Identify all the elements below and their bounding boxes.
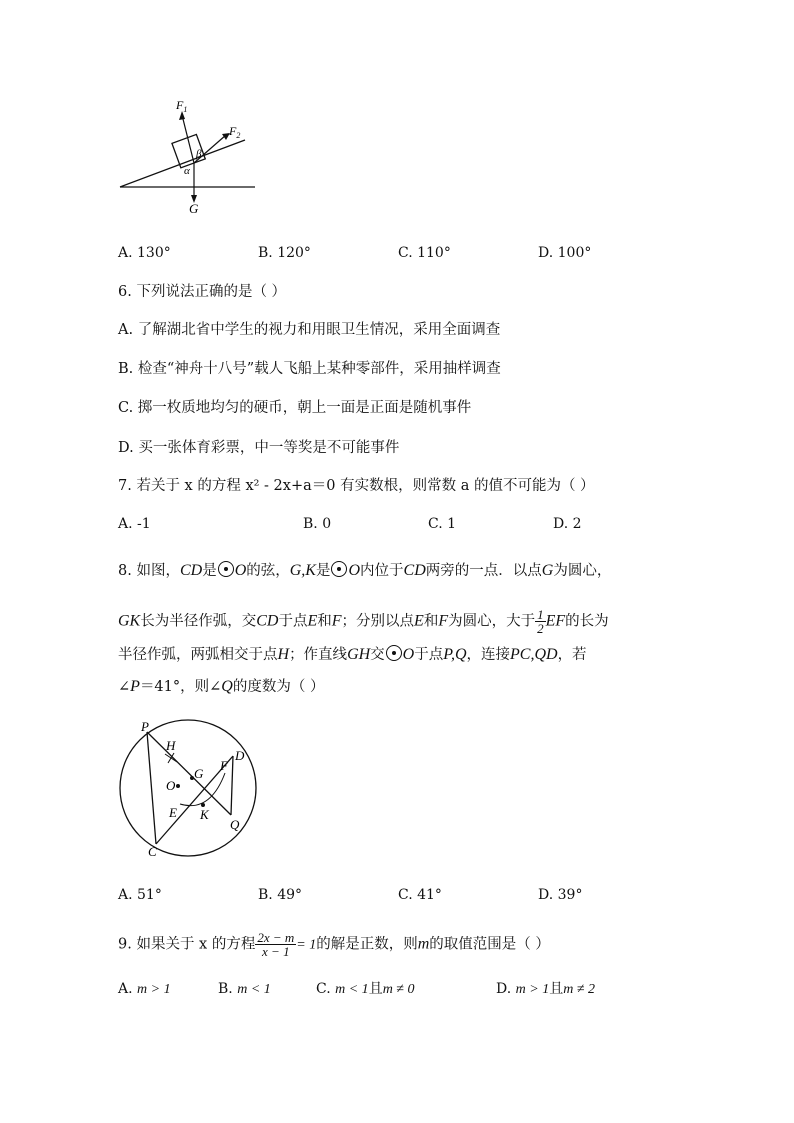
q8-option-a[interactable]: A. 51° (118, 887, 162, 903)
q9-option-d[interactable]: D. m > 1且m ≠ 2 (496, 981, 595, 997)
q7-option-b[interactable]: B. 0 (303, 516, 332, 532)
label-p: P (141, 719, 149, 734)
q8-line-3: 半径作弧，两弧相交于点H；作直线GH交 O于点P,Q，连接PC,QD，若 (118, 646, 587, 663)
label-q: Q (230, 817, 240, 832)
q7-option-c[interactable]: C. 1 (428, 516, 457, 532)
beta-label: β (196, 148, 202, 160)
label-e: E (169, 805, 177, 820)
label-o: O (166, 778, 176, 793)
circle-symbol-icon (218, 561, 234, 577)
q6-option-a[interactable]: A. 了解湖北省中学生的视力和用眼卫生情况，采用全面调查 (118, 322, 501, 338)
q6-option-c[interactable]: C. 掷一枚质地均匀的硬币，朝上一面是正面是随机事件 (118, 400, 472, 416)
q7-option-d[interactable]: D. 2 (553, 516, 582, 532)
line-qd (231, 756, 233, 815)
q5-option-c[interactable]: C. 110° (398, 245, 451, 261)
point-o (176, 784, 180, 788)
circle-o (120, 720, 256, 856)
q7-option-a[interactable]: A. -1 (118, 516, 151, 532)
q5-option-a[interactable]: A. 130° (118, 245, 171, 261)
label-g: G (194, 766, 204, 781)
q6-option-b[interactable]: B. 检查“神舟十八号”载人飞船上某种零部件，采用抽样调查 (118, 361, 501, 377)
q8-option-d[interactable]: D. 39° (538, 887, 583, 903)
line-pc (147, 732, 156, 844)
label-h: H (166, 738, 176, 753)
q9-stem: 9. 如果关于 x 的方程 $\frac{2x - m}{x - 1}$ = 1的解是正数，则m的取值范围是（ ） (118, 930, 550, 959)
q8-line-1: 8. 如图，CD是 O的弦，G,K是 O内位于CD两旁的一点．以点G为圆心， (118, 562, 612, 579)
q8-option-c[interactable]: C. 41° (398, 887, 442, 903)
label-c: C (148, 844, 157, 859)
label-f: F (220, 758, 228, 773)
q9-fraction: $\frac{2x - m}{x - 1}$ (257, 930, 295, 959)
alpha-label: α (184, 165, 190, 177)
q6-option-d[interactable]: D. 买一张体育彩票，中一等奖是不可能事件 (118, 440, 400, 456)
incline-line (120, 140, 245, 187)
q8-option-b[interactable]: B. 49° (258, 887, 303, 903)
circle-symbol-icon (331, 561, 347, 577)
f1-label: $F_1$ (176, 98, 188, 114)
q8-line-4: ∠P＝41°，则∠Q的度数为（ ） (118, 678, 325, 695)
q9-option-c[interactable]: C. m < 1且m ≠ 0 (316, 981, 415, 997)
circle-symbol-icon (386, 645, 402, 661)
q9-option-a[interactable]: A. m > 1 (118, 981, 171, 997)
q7-stem: 7. 若关于 x 的方程 x² - 2x+a＝0 有实数根，则常数 a 的值不可能为（ ） (118, 478, 595, 494)
label-k: K (200, 807, 209, 822)
label-d: D (235, 748, 245, 763)
q8-line-2: GK长为半径作弧，交CD于点E和F；分别以点E和F为圆心，大于 $\frac{1}{2}$ EF的长为 (118, 607, 609, 636)
half-fraction: $\frac{1}{2}$ (537, 607, 544, 636)
q6-stem: 6. 下列说法正确的是（ ） (118, 284, 287, 300)
circle-diagram (110, 718, 270, 863)
q5-option-d[interactable]: D. 100° (538, 245, 592, 261)
g-label: G (189, 201, 199, 216)
q5-option-b[interactable]: B. 120° (258, 245, 311, 261)
q9-option-b[interactable]: B. m < 1 (218, 981, 271, 997)
force-diagram (110, 95, 270, 220)
f2-label: $F_2$ (229, 124, 241, 140)
